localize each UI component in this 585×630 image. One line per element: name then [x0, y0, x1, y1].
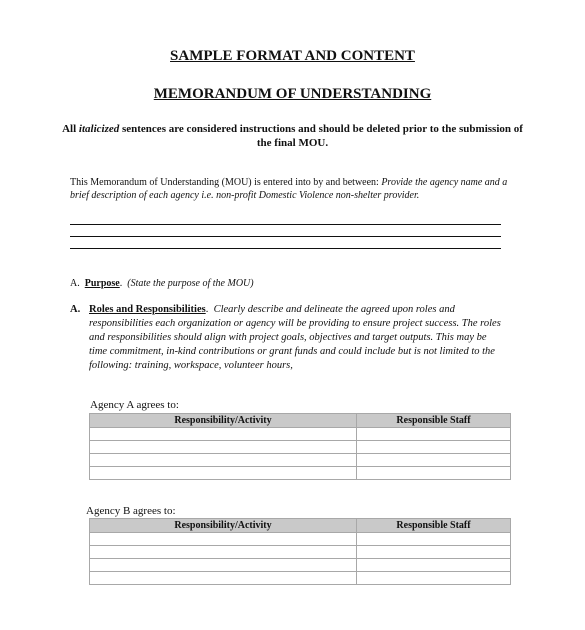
column-header-staff: Responsible Staff [357, 519, 511, 533]
table-row [90, 559, 511, 572]
table-cell[interactable] [90, 559, 357, 572]
roles-body: Roles and Responsibilities. Clearly describe and delineate the agreed upon roles and responsibilities each organization or agency will be providing to ensure project success. The roles and responsibilities should align with project goals, objectives and target outputs. This may be time commitment, in-kind contributions or grant funds and could include but is not limited to the following: training, workspace, volunteer hours, [89, 304, 501, 371]
table-cell[interactable] [357, 467, 511, 480]
purpose-letter: A. [70, 278, 80, 289]
instructions-text-start: All [62, 123, 79, 135]
table-row [90, 572, 511, 585]
roles-heading: Roles and Responsibilities [89, 304, 206, 315]
table-cell[interactable] [90, 454, 357, 467]
table-cell[interactable] [357, 428, 511, 441]
roles-instruction: Clearly describe and delineate the agreed upon roles and responsibilities each organization or agency will be providing to ensure project success. The roles and responsibilities should align with project goals, objectives and target outputs. This may be time commitment, in-kind contributions or grant funds and could include but is not limited to the following: training, workspace, volunteer hours, [89, 304, 501, 371]
table-cell[interactable] [357, 533, 511, 546]
roles-section [70, 303, 510, 371]
agency-a-table [89, 413, 511, 480]
purpose-heading: Purpose [84, 278, 120, 289]
column-header-staff: Responsible Staff [357, 414, 511, 428]
instructions-text-end: sentences are considered instructions and should be deleted prior to the submission of the final MOU. [119, 123, 523, 149]
column-header-activity: Responsibility/Activity [90, 519, 357, 533]
table-cell[interactable] [357, 572, 511, 585]
purpose-instruction: (State the purpose of the MOU) [127, 278, 254, 289]
intro-text: This Memorandum of Understanding (MOU) is entered into by and between: [70, 177, 382, 188]
table-row [90, 533, 511, 546]
instructions-note [60, 122, 525, 150]
table-row [90, 441, 511, 454]
blank-line [70, 236, 501, 237]
table-row [90, 454, 511, 467]
blank-line [70, 248, 501, 249]
agency-b-table [89, 518, 511, 585]
table-cell[interactable] [90, 467, 357, 480]
table-cell[interactable] [90, 441, 357, 454]
intro-paragraph [70, 176, 510, 202]
table-row [90, 428, 511, 441]
blank-line [70, 224, 501, 225]
table-header-row [90, 519, 511, 533]
table-cell[interactable] [90, 546, 357, 559]
column-header-activity: Responsibility/Activity [90, 414, 357, 428]
table-row [90, 467, 511, 480]
document-subtitle: MEMORANDUM OF UNDERSTANDING [153, 86, 432, 102]
table-cell[interactable] [90, 533, 357, 546]
table-row [90, 546, 511, 559]
table-cell[interactable] [357, 454, 511, 467]
document-title: SAMPLE FORMAT AND CONTENT [170, 48, 415, 64]
table-cell[interactable] [357, 441, 511, 454]
table-cell[interactable] [357, 559, 511, 572]
table-cell[interactable] [90, 428, 357, 441]
agency-b-label: Agency B agrees to: [86, 505, 176, 517]
table-cell[interactable] [90, 572, 357, 585]
purpose-section: A. Purpose. (State the purpose of the MOU) [70, 278, 254, 289]
roles-letter: A. [70, 304, 81, 315]
instructions-italic-word: italicized [78, 123, 120, 135]
table-header-row [90, 414, 511, 428]
agency-a-label: Agency A agrees to: [90, 399, 179, 411]
intro-instruction: Provide the agency name and a brief description of each agency i.e. non-profit Domestic Violence non-shelter provider. [70, 177, 508, 201]
table-cell[interactable] [357, 546, 511, 559]
